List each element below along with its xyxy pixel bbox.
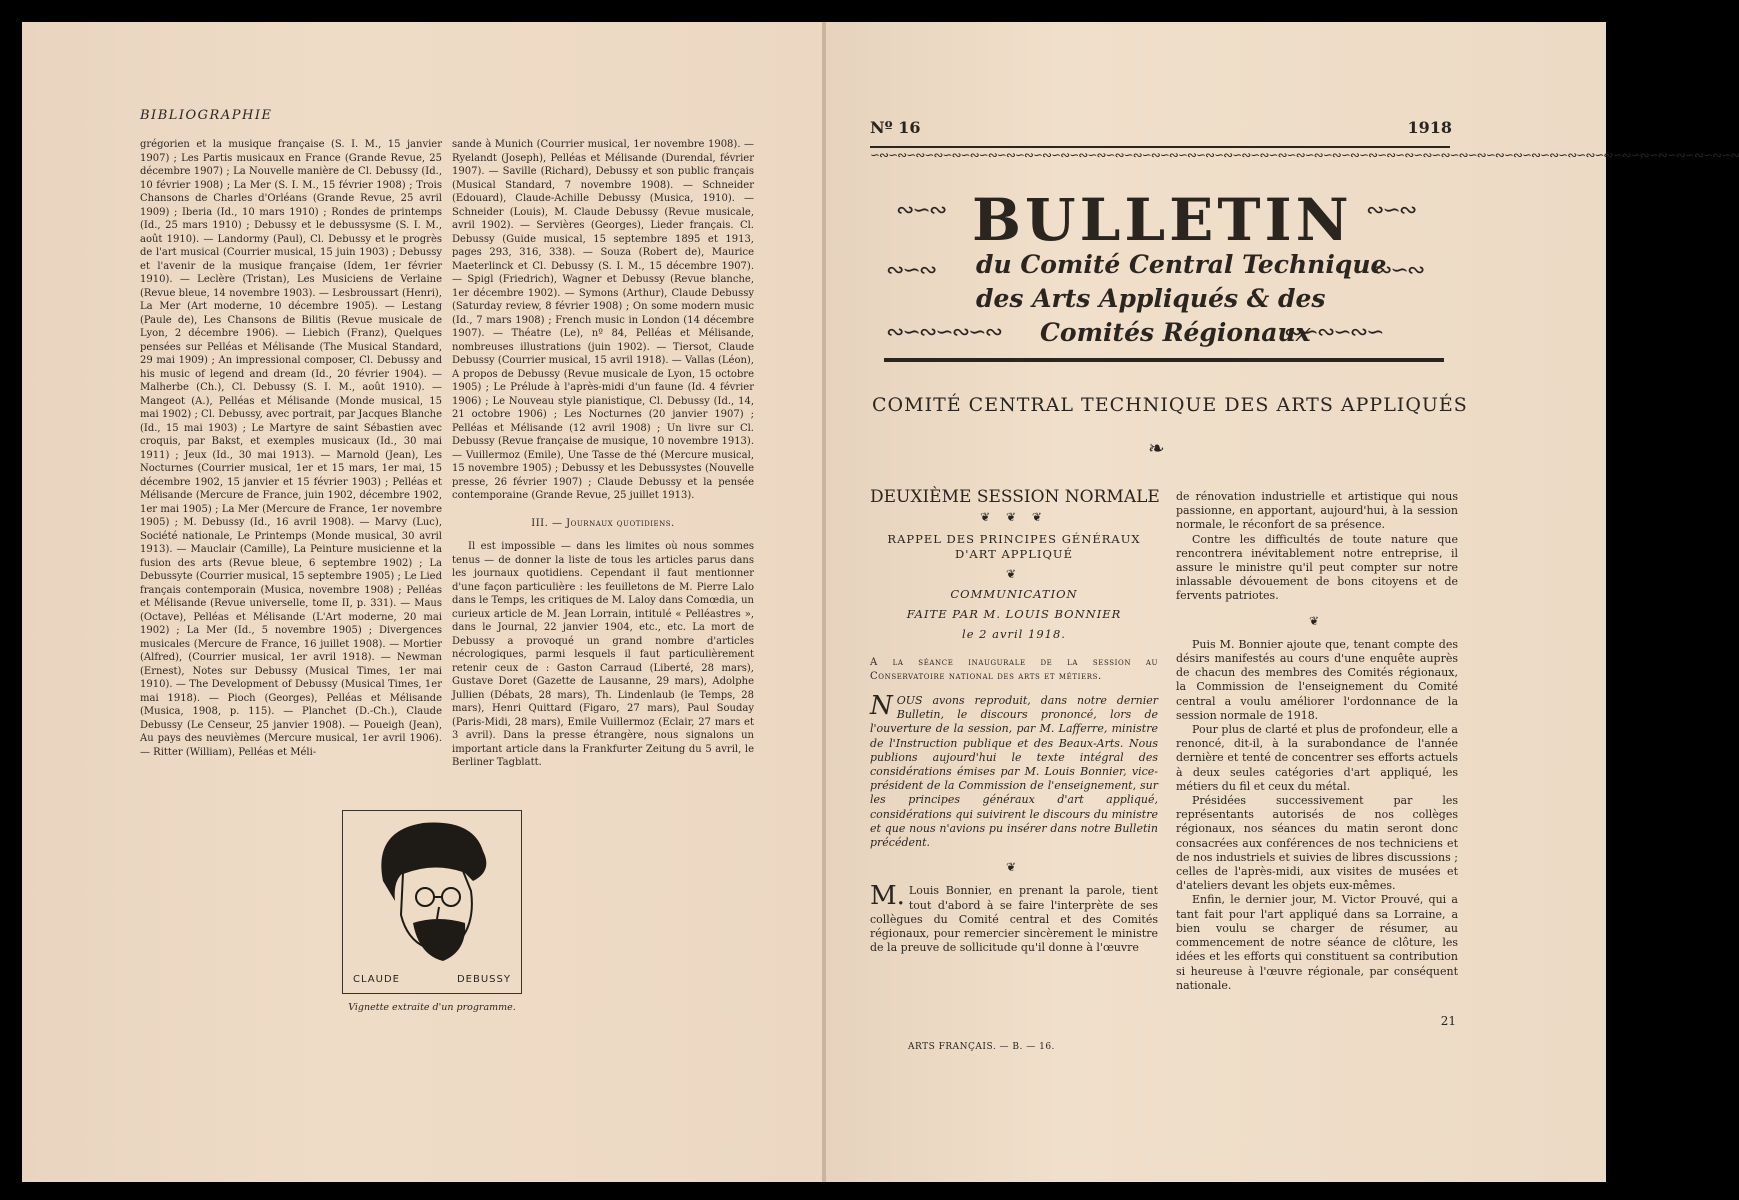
author-line: FAITE PAR M. LOUIS BONNIER — [906, 607, 1122, 622]
article-column-2 — [1176, 490, 1458, 993]
body-paragraph-1 — [870, 881, 1158, 955]
ornament-band-top: ∽∾∽∾∽∾∽∾∽∾∽∾∽∾∽∾∽∾∽∾∽∾∽∾∽∾∽∾∽∾∽∾∽∾∽∾∽∾∽∾∽∾∽∾∽∾∽∾∽∾∽∾∽∾∽∾∽∾∽∾∽∾∽∾∽∾∽∾∽∾∽∾∽∾∽∾∽∾∽∾∽∾∽∾∽∾∽∾∽∾∽∾∽∾∽∾ — [870, 148, 1739, 162]
swirl-ornament-left-2: ∾∽∾ — [886, 258, 936, 283]
col2-paragraph-3: Puis M. Bonnier ajoute que, tenant compte des désirs manifestés au cours d'une enquête auprès de chacun des membres des Comités régionaux, la Commission de l'enseignement du Comité central a voulu améliorer l'ordonnance de la session normale de 1918. — [1176, 637, 1458, 722]
bulletin-title: BULLETIN — [972, 186, 1353, 254]
running-head: BIBLIOGRAPHIE — [140, 108, 273, 123]
subsection-heading: III. — Journaux quotidiens. — [531, 517, 675, 529]
debussy-caricature-image — [343, 811, 521, 971]
issue-year: 1918 — [1407, 118, 1452, 137]
small-ornament-1: ❦ ❦ ❦ — [980, 510, 1048, 525]
intro-paragraph — [870, 691, 1158, 850]
communication-label: COMMUNICATION — [950, 587, 1078, 602]
bibliography-column-1 — [140, 138, 442, 759]
swirl-ornament-right-1: ∾∽∾ — [1366, 198, 1416, 223]
bibliography-column-2 — [452, 138, 754, 770]
debussy-portrait-vignette — [342, 810, 522, 994]
page-number: 21 — [1440, 1014, 1456, 1028]
col2-paragraph-4: Pour plus de clarté et plus de profondeur, elle a renoncé, dit-il, à la surabondance de l'année dernière et tenté de concentrer ses efforts actuels à deux seules catégories d'art appliqué, les métiers du fil et ceux du métal. — [1176, 723, 1458, 793]
swirl-ornament-right-3: ∾∽∾∽∾∽ — [1284, 320, 1383, 345]
col2-paragraph-5: Présidées successivement par les représentants autorisés de nos collèges régionaux, nos séances du matin seront donc consacrées aux conférences de nos techniciens et de nos industriels et suivies de libres discussions ; celles de l'après-midi, aux visites de musées et d'ateliers devant les objets eux-mêmes. — [1176, 794, 1458, 893]
portrait-caption: Vignette extraite d'un programme. — [348, 1002, 516, 1013]
small-ornament-2: ❦ — [1005, 566, 1023, 581]
bulletin-subtitle-line-1: du Comité Central Technique — [976, 250, 1387, 279]
col2-paragraph-6: Enfin, le dernier jour, M. Victor Prouvé, qui a tant fait pour l'art appliqué dans sa Lorraine, a bien voulu se charger de résumer, au commencement de notre séance de clôture, les idées et les efforts qui constituent sa contribution si heureuse à l'œuvre régionale, par conséquent nationale. — [1176, 893, 1458, 992]
small-ornament-3: ❦ — [1005, 860, 1023, 875]
bibliography-text-1: grégorien et la musique française (S. I. M., 15 janvier 1907) ; Les Partis musicaux en France (Grande Revue, 25 décembre 1907) ; La Nouvelle manière de Cl. Debussy (Id., 10 février 1908) ; La Mer (S. I. M., 15 février 1908) ; Trois Chansons de Charles d'Orléans (Grande Revue, 25 avril 1909) ; Iberia (Id., 10 mars 1910) ; Rondes de printemps (Id., 25 mars 1910) ; Debussy et le debussysme (S. I. M., août 1910). — Landormy (Paul), Cl. Debussy et le progrès de l'art musical (Courrier musical, 15 juin 1903) ; Debussy et l'avenir de la musique française (Idem, 1er février 1910). — Leclère (Tristan), Les Musiciens de Verlaine (Revue bleue, 14 novembre 1903). — Lesbroussart (Henri), La Mer (Art moderne, 10 décembre 1905). — Lestang (Paule de), Les Chansons de Bilitis (Revue musicale de Lyon, 2 décembre 1906). — Liebich (Franz), Quelques pensées sur Pelléas et Mélisande (The Musical Standard, 29 mai 1909) ; An impressional composer, Cl. Debussy and his music of legend and dream (Id., 20 février 1904). — Malherbe (Ch.), Cl. Debussy (S. I. M., août 1910). — Mangeot (A.), Pelléas et Mélisande (Monde musical, 15 mai 1902) ; Cl. Debussy, avec portrait, par Jacques Blanche (Id., 15 mai 1903) ; Le Martyre de saint Sébastien avec croquis, par Bakst, et exemples musicaux (Id., 30 mai 1911) ; Jeux (Id., 30 mai 1913). — Marnold (Jean), Les Nocturnes (Courrier musical, 1er et 15 mars, 1er mai, 15 décembre 1902, 15 janvier et 15 février 1903) ; Pelléas et Mélisande (Mercure de France, juin 1902, décembre 1902, 1er mai 1905) ; La Mer (Mercure de France, 1er novembre 1905) ; M. Debussy (Id., 16 avril 1908). — Marvy (Luc), Société nationale, Le Printemps (Monde musical, 30 avril 1913). — Mauclair (Camille), La Peinture musicienne et la fusion des arts (Revue bleue, 6 septembre 1902) ; La Debussyte (Courrier musical, 15 septembre 1905) ; Le Lied français contemporain (Musica, novembre 1908) ; Pelléas et Mélisande (Revue universelle, tome II, p. 331). — Maus (Octave), Pelléas et Mélisande (L'Art moderne, 20 mai 1902) ; La Mer (Id., 5 novembre 1905) ; Divergences musicales (Mercure de France, 16 juillet 1908). — Mortier (Alfred), (Courrier musical, 1er avril 1918). — Newman (Ernest), Notes sur Debussy (Musical Times, 1er mai 1910). — The Development of Debussy (Musical Times, 1er mai 1918). — Pioch (Georges), Pelléas et Mélisande (Musica, 1908, p. 115). — Planchet (D.-Ch.), Claude Debussy (Le Censeur, 25 janvier 1908). — Poueigh (Jean), Au pays des neuvièmes (Mercure musical, 1er avril 1906). — Ritter (William), Pelléas et Méli- — [140, 139, 442, 758]
intro-dropcap: N — [870, 691, 893, 722]
article-column-1 — [870, 487, 1160, 955]
portrait-label-debussy: DEBUSSY — [456, 974, 511, 985]
body-text-1: Louis Bonnier, en prenant la parole, tient tout d'abord à se faire l'interprète de ses collègues du Comité central et des Comités régionaux, pour remercier sincèrement le ministre de la preuve de sollicitude qu'il donne à l'œuvre — [870, 884, 1158, 955]
date-line: le 2 avril 1918. — [962, 627, 1066, 642]
body-dropcap: M. — [870, 881, 905, 912]
fleuron-ornament: ❧ — [1148, 436, 1165, 460]
bulletin-subtitle-line-2: des Arts Appliqués & des — [976, 284, 1326, 313]
session-title: DEUXIÈME SESSION NORMALE — [870, 487, 1160, 507]
rappel-heading: RAPPEL DES PRINCIPES GÉNÉRAUX D'ART APPLIQUÉ — [887, 532, 1141, 561]
swirl-ornament-left-3: ∾∽∾∽∾∽∾ — [886, 320, 1002, 345]
title-rule — [884, 358, 1444, 362]
newspapers-paragraph: Il est impossible — dans les limites où nous sommes tenus — de donner la liste de tous les articles parus dans les journaux quotidiens. Cependant il faut mentionner d'une façon particulière : les feuilletons de M. Pierre Lalo dans le Temps, les critiques de M. Laloy dans Comœdia, un curieux article de M. Jean Lorrain, intitulé « Pelléastres », dans le Journal, 22 janvier 1904, etc., etc. La mort de Debussy a provoqué un grand nombre d'articles nécrologiques, parmi lesquels il faut particulièrement retenir ceux de : Gaston Carraud (Liberté, 28 mars), Gustave Doret (Gazette de Lausanne, 29 mars), Adolphe Jullien (Débats, 28 mars), Th. Lindenlaub (le Temps, 28 mars), Henri Quittard (Figaro, 27 mars), Paul Souday (Paris-Midi, 28 mars), Emile Vuillermoz (Eclair, 27 mars et 3 avril). Dans la presse étrangère, nous signalons un important article dans la Frankfurter Zeitung du 5 avril, le Berliner Tagblatt. — [452, 541, 754, 768]
col2-paragraph-2: Contre les difficultés de toute nature que rencontrera inévitablement notre entreprise, il assure le ministre qu'il peut compter sur notre inlassable dévouement de bons citoyens et de fervents patriotes. — [1176, 532, 1458, 603]
left-page — [22, 22, 822, 1182]
intro-text: OUS avons reproduit, dans notre dernier Bulletin, le discours prononcé, lors de l'ouverture de la session, par M. Lafferre, ministre de l'Instruction publique et des Beaux-Arts. Nous publions aujourd'hui le texte intégral des considérations émises par M. Louis Bonnier, vice-président de la Commission de l'enseignement, sur les principes généraux d'art appliqué, considérations qui suivirent le discours du ministre et que nous n'avions pu insérer dans notre Bulletin précédent. — [870, 694, 1158, 850]
right-page — [826, 22, 1739, 1182]
swirl-ornament-right-2: ∾∽∾ — [1374, 258, 1424, 283]
small-ornament-4: ❦ — [1308, 613, 1326, 628]
page-footer: ARTS FRANÇAIS. — B. — 16. — [908, 1042, 1055, 1052]
issue-number: Nº 16 — [870, 118, 921, 137]
portrait-label-claude: CLAUDE — [353, 974, 400, 985]
swirl-ornament-left-1: ∾∽∾ — [896, 198, 946, 223]
section-heading: COMITÉ CENTRAL TECHNIQUE DES ARTS APPLIQUÉS — [872, 394, 1468, 416]
seance-note: A la séance inaugurale de la session au Conservatoire national des arts et métiers. — [870, 656, 1158, 682]
bibliography-text-2: sande à Munich (Courrier musical, 1er novembre 1908). — Ryelandt (Joseph), Pelléas et Mélisande (Durendal, février 1907). — Saville (Richard), Debussy et son public français (Musical Standard, 7 novembre 1908). — Schneider (Edouard), Claude-Achille Debussy (Musica, 1910). — Schneider (Louis), M. Claude Debussy (Revue musicale, avril 1902). — Servières (Georges), Lieder français. Cl. Debussy (Guide musical, 15 septembre 1895 et 1913, pages 293, 316, 338). — Souza (Robert de), Maurice Maeterlinck et Cl. Debussy (S. I. M., 15 décembre 1907). — Spigl (Friedrich), Wagner et Debussy (Revue blanche, 1er décembre 1902). — Symons (Arthur), Claude Debussy (Saturday review, 8 février 1908) ; On some modern music (Id., 7 mars 1908) ; French music in London (14 décembre 1907). — Théatre (Le), nº 84, Pelléas et Mélisande, nombreuses illustrations (juin 1902). — Tiersot, Claude Debussy (Courrier musical, 15 avril 1918). — Vallas (Léon), A propos de Debussy (Revue musicale de Lyon, 15 octobre 1905) ; Le Prélude à l'après-midi d'un faune (Id. 4 février 1906) ; Le Nouveau style pianistique, Cl. Debussy (Id., 14, 21 octobre 1906) ; Les Nocturnes (20 janvier 1907) ; Pelléas et Mélisande (12 avril 1908) ; Un livre sur Cl. Debussy (Revue française de musique, 10 novembre 1913). — Vuillermoz (Emile), Une Tasse de thé (Mercure musical, 15 novembre 1905) ; Debussy et les Debussystes (Nouvelle presse, 26 février 1907) ; Claude Debussy et la pensée contemporaine (Grande Revue, 25 juillet 1913). — [452, 139, 754, 501]
col2-paragraph-1: de rénovation industrielle et artistique qui nous passionne, en apportant, aujourd'hui, à la session normale, le réconfort de sa présence. — [1176, 490, 1458, 532]
bulletin-subtitle-line-3: Comités Régionaux — [1040, 318, 1311, 347]
portrait-label — [353, 974, 511, 985]
